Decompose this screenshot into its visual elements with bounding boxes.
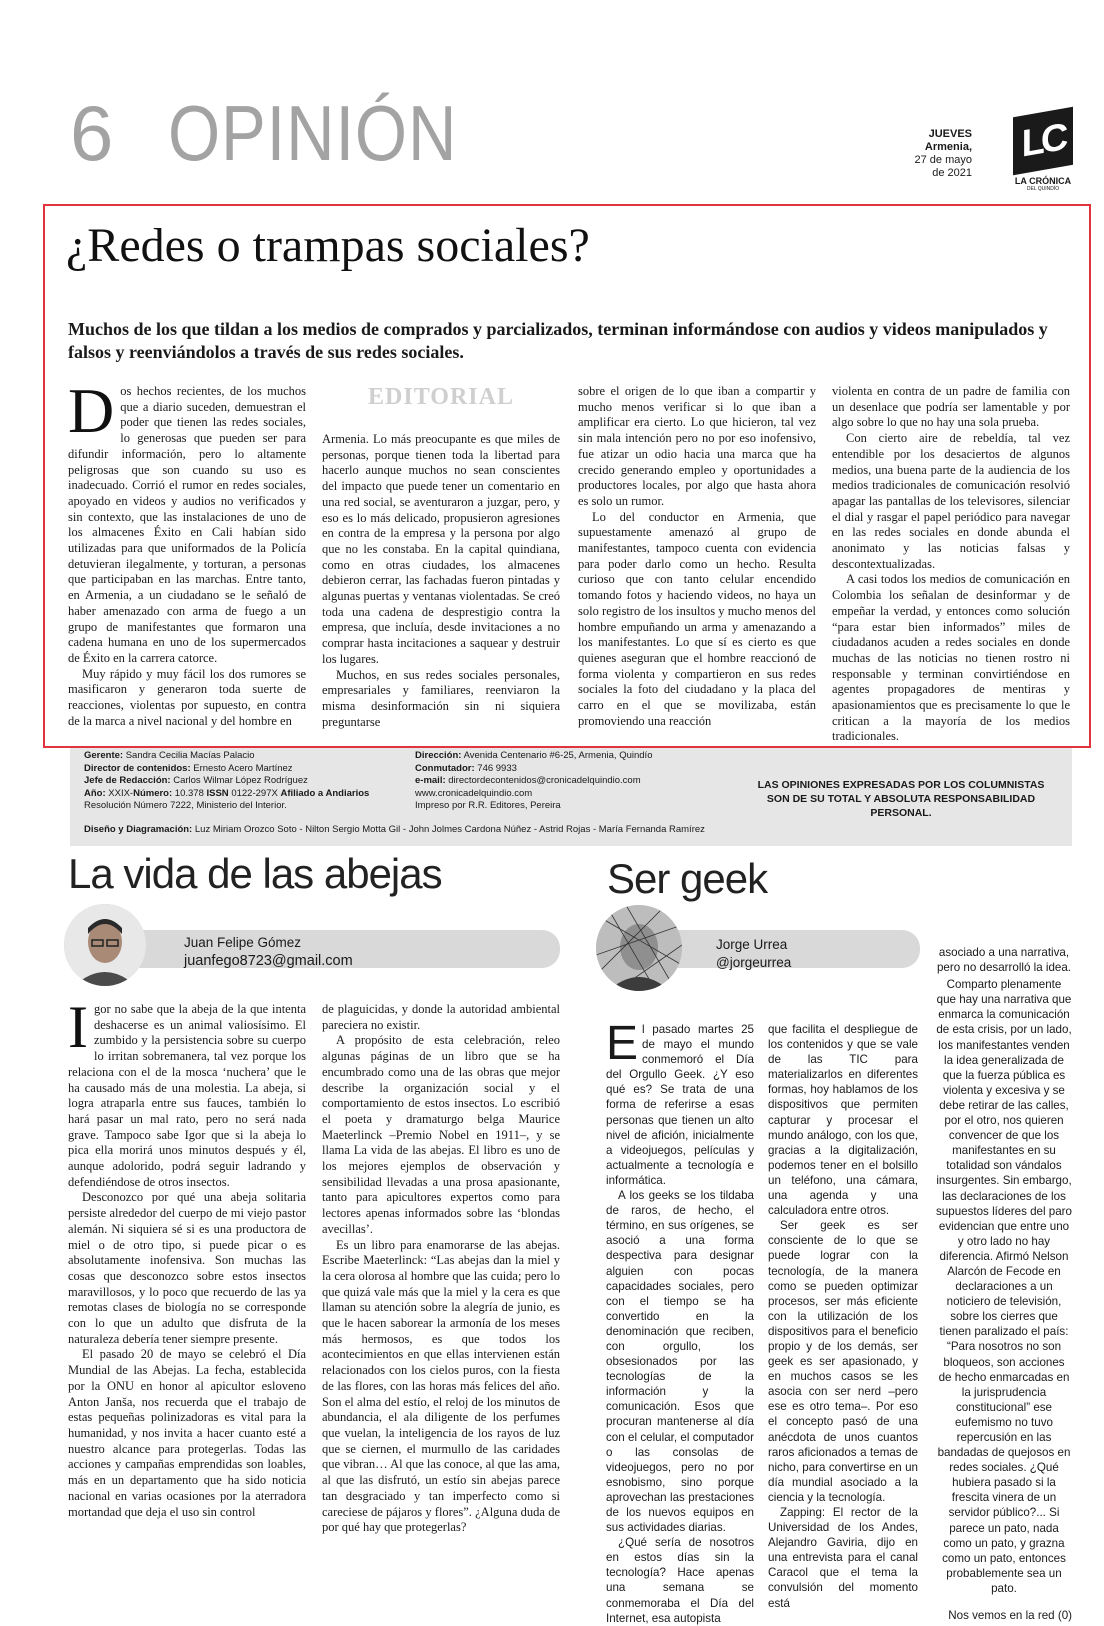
dropcap: D bbox=[68, 375, 115, 446]
logo-sub: DEL QUINDÍO bbox=[1026, 186, 1060, 192]
paragraph: Zapping: El rector de la Universidad de los Andes, Alejandro Gaviria, dijo en una entrevista para el canal Caracol que el tema la convulsión del momento está bbox=[768, 1506, 918, 1610]
editorial-column-1 bbox=[68, 375, 306, 729]
paragraph: A casi todos los medios de comunicación en Colombia los señalan de desinformar y de empeñar la verdad, y entonces como solución “para estar bien informados” miles de ciudadanos acuden a redes sociales en donde muchas de las noticias no tienen rostro ni responsable y terminan convirtiéndose en agentes propagadores de mentiras y apasionamientos que es precisamente lo que le critican a la mayoría de los medios tradicionales. bbox=[832, 572, 1070, 744]
newspaper-logo bbox=[1010, 108, 1076, 198]
logo-name: LA CRÓNICA bbox=[1014, 176, 1072, 186]
paragraph: Ser geek es ser consciente de lo que se puede lograr con la tecnología, de la manera como se pueden optimizar procesos, ser más eficiente con la utilización de los dispositivos para el beneficio propio y de los demás, ser geek es ser apasionado, y en muchos casos se les asocia con ser nerd –pero ese es otro tema–. Por eso el concepto pasó de una anécdota de unos cuantos raros aficionados a temas de nicho, para convertirse en un día mundial asociado a la ciencia y la tecnología. bbox=[768, 1219, 918, 1504]
editorial-column-4 bbox=[832, 384, 1070, 745]
closing-line: Nos vemos en la red (0) bbox=[948, 1609, 1072, 1623]
paragraph: l pasado martes 25 de mayo el mundo conmemoró el Día del Orgullo Geek. ¿Y eso qué es? Se trata de una forma de referirse a esas personas que tienen un alto nivel de afición, inicialmente a videojuegos, películas y actualmente a tecnología e informática. bbox=[606, 1023, 754, 1187]
author-info bbox=[716, 936, 791, 972]
city: Armenia, bbox=[924, 141, 972, 153]
paragraph: Comparto plenamente que hay una narrativa que enmarca la comunicación de esta crisis, por un lado, los manifestantes venden la idea generalizada de que la fuerza pública es violenta y excesiva y se debe retirar de las calles, por el otro, nos quieren convencer de que los manifestantes en su totalidad son vándalos insurgentes. Sin embargo, las declaraciones de los supuestos líderes del paro evidencian que entre uno y otro lado no hay diferencia. Afirmó Nelson Alarcón de Fecode en declaraciones a un noticiero de televisión, sobre los cierres que tienen paralizado el país: “Para nosotros no son bloqueos, son acciones de hecho enmarcadas en la jurisprudencia constitucional” ese eufemismo no tuvo repercusión en las bandadas de quejosos en redes sociales. ¿Qué hubiera pasado si la frescita vinera de un servidor público?... Si parece un pato, nada como un pato, y grazna como un pato, entonces probablemente sea un pato. bbox=[936, 978, 1072, 1595]
paragraph: ¿Qué sería de nosotros en estos días sin la tecnología? Hace apenas una semana se conmemoraba el Día del Internet, esa autopista bbox=[606, 1536, 754, 1625]
paragraph: sobre el origen de lo que iban a compartir y mucho menos verificar si lo que iban a amplificar era cierto. Lo que hicieron, tal vez sin mala intención pero no por eso inofensivo, fue atizar un odio hacia una marca que ha crecido generando empleo y oportunidades a productores locales, por algo que hasta ahora es solo un rumor. bbox=[578, 384, 816, 508]
abejas-column-1 bbox=[68, 994, 306, 1520]
masthead bbox=[70, 748, 1072, 846]
paragraph: Desconozco por qué una abeja solitaria persiste alrededor del cuerpo de mi viejo pastor alemán. Ni siquiera sé si es una productora de miel o de otro tipo, si puede picar o es absolutamente inofensiva. Son muchas las cosas que desconozco sobre estos insectos maravillosos, y lo poco que recuerdo de las ya remotas clases de biología no se corresponde con lo que un adulto que disfruta de la naturaleza debería tener siempre presente. bbox=[68, 1190, 306, 1346]
author-photo-icon bbox=[64, 904, 146, 986]
email-link[interactable]: directordecontenidos@cronicadelquindio.com bbox=[448, 775, 641, 786]
paragraph: asociado a una narrativa, pero no desarrolló la idea. bbox=[936, 946, 1072, 975]
paragraph: que facilita el despliegue de los contenidos y que se vale de las TIC para materializarlos en diferentes formas, hoy hablamos de los dispositivos que permiten capturar y procesar el mundo análogo, con los que, gracias a la digitalización, podemos tener en el bolsillo un teléfono, una cámara, una agenda y una calculadora entre otros. bbox=[768, 1023, 918, 1218]
date-block bbox=[915, 128, 972, 180]
masthead-contact: Dirección: Avenida Centenario #6-25, Armenia, Quindío Conmutador: 746 9933 e-mail: directordecontenidos@cronicadelquindio.com www.cronicadelquindio.com Impreso por R.R. Editores, Pereira bbox=[415, 750, 653, 811]
disclaimer: LAS OPINIONES EXPRESADAS POR LOS COLUMNISTAS SON DE SU TOTAL Y ABSOLUTA RESPONSABILIDAD PERSONAL. bbox=[757, 779, 1045, 819]
paragraph: Con cierto aire de rebeldía, tal vez entendible por los desaciertos de algunos medios, una buena parte de la audiencia de los medios tradicionales de comunicación resolvió apagar las pantallas de los televisores, silenciar el dial y rasgar el papel periódico para navegar en las redes sociales en donde abunda el anonimato y las noticias falsas y descontextualizadas. bbox=[832, 431, 1070, 571]
author-handle: @jorgeurrea bbox=[716, 955, 792, 970]
paragraph: Lo del conductor en Armenia, que supuestamente amenazó al grupo de manifestantes, tampoco cuenta con evidencia para poder darlo como un hecho. Resulta curioso que con tanto celular encendido tomando fotos y haciendo videos, no haya un solo registro de los insultos y mucho menos del hombre empuñando un arma y amenazando a los manifestantes. Lo que sí es cierto es que quienes aseguran que el hombre reaccionó de forma violenta y compartieron en sus redes sociales la foto del ciudadano y la placa del carro en el que se movilizaba, están promoviendo una reacción bbox=[578, 509, 816, 728]
date: 27 de mayo bbox=[914, 154, 972, 166]
day: JUEVES bbox=[928, 128, 972, 140]
author-email: juanfego8723@gmail.com bbox=[184, 953, 353, 969]
year: de 2021 bbox=[932, 167, 972, 179]
geek-column-3 bbox=[936, 945, 1072, 1623]
paragraph: de plaguicidas, y donde la autoridad ambiental pareciera no existir. bbox=[322, 1002, 560, 1032]
author-photo-icon bbox=[596, 905, 682, 991]
paragraph: Muy rápido y muy fácil los dos rumores se masificaron y generaron toda suerte de reacciones, violentas por supuesto, en contra de la marca a nivel nacional y del hombre en bbox=[68, 666, 306, 728]
abejas-column-2 bbox=[322, 1002, 560, 1536]
logo-mark: LC bbox=[1013, 107, 1073, 176]
section-name: OPINIÓN bbox=[168, 89, 458, 177]
web-link[interactable]: www.cronicadelquindio.com bbox=[415, 787, 533, 799]
paragraph: Es un libro para enamorarse de las abejas. Escribe Maeterlinck: “Las abejas dan la miel y la cera olorosa al hombre que las cuida; pero lo que quizá vale más que la miel y la cera es que llaman su atención sobre la alegría de junio, es que le hacen saborear la armonía de los meses más hermosos, es que todos los acontecimientos en que ellas intervienen están relacionados con los cielos puros, con la fiesta de las flores, con las horas más felices del año. Son el alma del estío, el reloj de los minutos de abundancia, el ala diligente de los perfumes que vuelan, la inteligencia de los rayos de luz que se ciernen, el murmullo de las caridades que vibran… Al que las conoce, al que las ama, al que las disfrutó, un estío sin abejas parece tan desgraciado y tan imperfecto como si careciese de pájaros y flores”. ¿Alguna duda de por qué hay que protegerlas? bbox=[322, 1237, 560, 1535]
paragraph: Armenia. Lo más preocupante es que miles de personas, porque tienen toda la libertad para hacerlo aunque muchos no sean conscientes del impacto que puede tener un comentario en una red social, se aventuraron a juzgar, pero, y eso es lo más delicado, propusieron agresiones en contra de la empresa y la persona por algo que no les constaba. En la capital quindiana, como en otras ciudades, los almacenes debieron cerrar, las fachadas fueron pintadas y algunas puertas y ventanas violentadas. Se creó toda una cadena de desprestigio contra la empresa, que incluía, desde invitaciones a no comprar hasta incitaciones a saquear y destruir los lugares. bbox=[322, 432, 560, 666]
column-title-geek: Ser geek bbox=[607, 855, 768, 902]
paragraph: El pasado 20 de mayo se celebró el Día Mundial de las Abejas. La fecha, establecida por la ONU en honor al apicultor esloveno Anton Janša, nos recuerda que el trabajo de estas pequeñas polinizadoras es vital para la humanidad, y nos invita a hacer cuanto esté a nuestro alcance para protegerlas. Todas las acciones y campañas emprendidas son loables, más en un departamento que ha sido noticia nacional en varias ocasiones por la aterradora mortandad que deja el uso sin control bbox=[68, 1347, 306, 1519]
author-name: Jorge Urrea bbox=[716, 937, 788, 952]
column-title-abejas: La vida de las abejas bbox=[68, 850, 442, 897]
paragraph: violenta en contra de un padre de familia con un desenlace que podría ser lamentable y por algo sobre lo que no hay una sola prueba. bbox=[832, 384, 1070, 430]
dropcap: E bbox=[606, 1017, 639, 1070]
editorial-label: EDITORIAL bbox=[368, 384, 514, 410]
dropcap: I bbox=[68, 994, 88, 1060]
author-name: Juan Felipe Gómez bbox=[184, 935, 302, 950]
paragraph: os hechos recientes, de los muchos que a diario suceden, demuestran el poder que tienen las redes sociales, lo generosas que pueden ser para difundir información, pero lo altamente peligrosas que son cuando su uso es inadecuado. Corrió el rumor en redes sociales, apoyado en videos y audios no verificados y sin contexto, que las instalaciones de uno de los almacenes Éxito en Cali habían sido utilizadas para que uniformados de la Policía detuvieran ilegalmente, y torturan, a personas que participaban en las marchas. Entre tanto, en Armenia, a un ciudadano se le señaló de haber amenazado con arma de fuego a un grupo de manifestantes que formaron una cadena humana en uno de los supermercados de Éxito en la carrera catorce. bbox=[68, 384, 306, 665]
author-info bbox=[184, 934, 353, 970]
editorial-title: ¿Redes o trampas sociales? bbox=[66, 219, 590, 272]
editorial-column-3 bbox=[578, 384, 816, 729]
geek-column-2 bbox=[768, 1022, 918, 1611]
paragraph: A los geeks se los tildaba de raros, de hecho, el término, en sus orígenes, se asoció a una forma despectiva para designar alguien con pocas capacidades sociales, pero con el tiempo se ha convertido en la denominación que reciben, con orgullo, los obsesionados por las tecnologías de la información y la comunicación. Esos que procuran mantenerse al día con el celular, el computador o las consolas de videojuegos, pero no por esnobismo, sino porque aprovechan las prestaciones de los nuevos equipos en sus actividades diarias. bbox=[606, 1189, 754, 1535]
paragraph: gor no sabe que la abeja de la que intenta deshacerse es un animal valiosísimo. El zumbido y la persistencia sobre su cuerpo lo irritan sobremanera, tal vez porque los relaciona con el de la mosca ‘nuchera’ que le ha causado más de una molestia. La abeja, si logra atraparla entre sus fauces, también lo hará pasar un mal rato, pero no será nada grave. Tampoco sabe Igor que si la abeja lo pica ella morirá unos minutos después y él, aunque adolorido, podrá seguir ladrando y defendiéndose de otros insectos. bbox=[68, 1002, 306, 1189]
page-number: 6 bbox=[70, 89, 116, 177]
paragraph: A propósito de esta celebración, releo algunas páginas de un libro que se ha encumbrado como una de las obras que mejor describe la organización social y el comportamiento de estos insectos. Lo escribió el poeta y dramaturgo belga Maurice Maeterlinck –Premio Nobel en 1911–, y se llama La vida de las abejas. El libro es uno de los mejores ejemplos de observación y sensibilidad llevadas a una prosa apasionante, tanto para apicultores expertos como para lectores apenas informados sobre las ‘blondas avecillas’. bbox=[322, 1033, 560, 1236]
masthead-staff: Gerente: Sandra Cecilia Macías Palacio Director de contenidos: Ernesto Acero Martínez Jefe de Redacción: Carlos Wilmar López Rodríguez Año: XXIX-Número: 10.378 ISSN 0122-297X Afiliado a Andiarios Resolución Número 7222, Ministerio del Interior. bbox=[84, 750, 370, 811]
author-photo bbox=[596, 905, 682, 991]
masthead-design: Diseño y Diagramación: Luz Miriam Orozco Soto - Nilton Sergio Motta Gil - John Jolmes Cardona Núñez - Astrid Rojas - María Fernanda Ramírez bbox=[84, 824, 705, 835]
editorial-lead: Muchos de los que tildan a los medios de comprados y parcializados, terminan informándose con audios y videos manipulados y falsos y reenviándolos a través de sus redes sociales. bbox=[68, 319, 1048, 362]
paragraph: Muchos, en sus redes sociales personales, empresariales y familiares, reenviaron la misma desinformación sin ni siquiera preguntarse bbox=[322, 667, 560, 729]
geek-column-1 bbox=[606, 1017, 754, 1626]
editorial-column-2 bbox=[322, 432, 560, 730]
author-photo bbox=[64, 904, 146, 986]
